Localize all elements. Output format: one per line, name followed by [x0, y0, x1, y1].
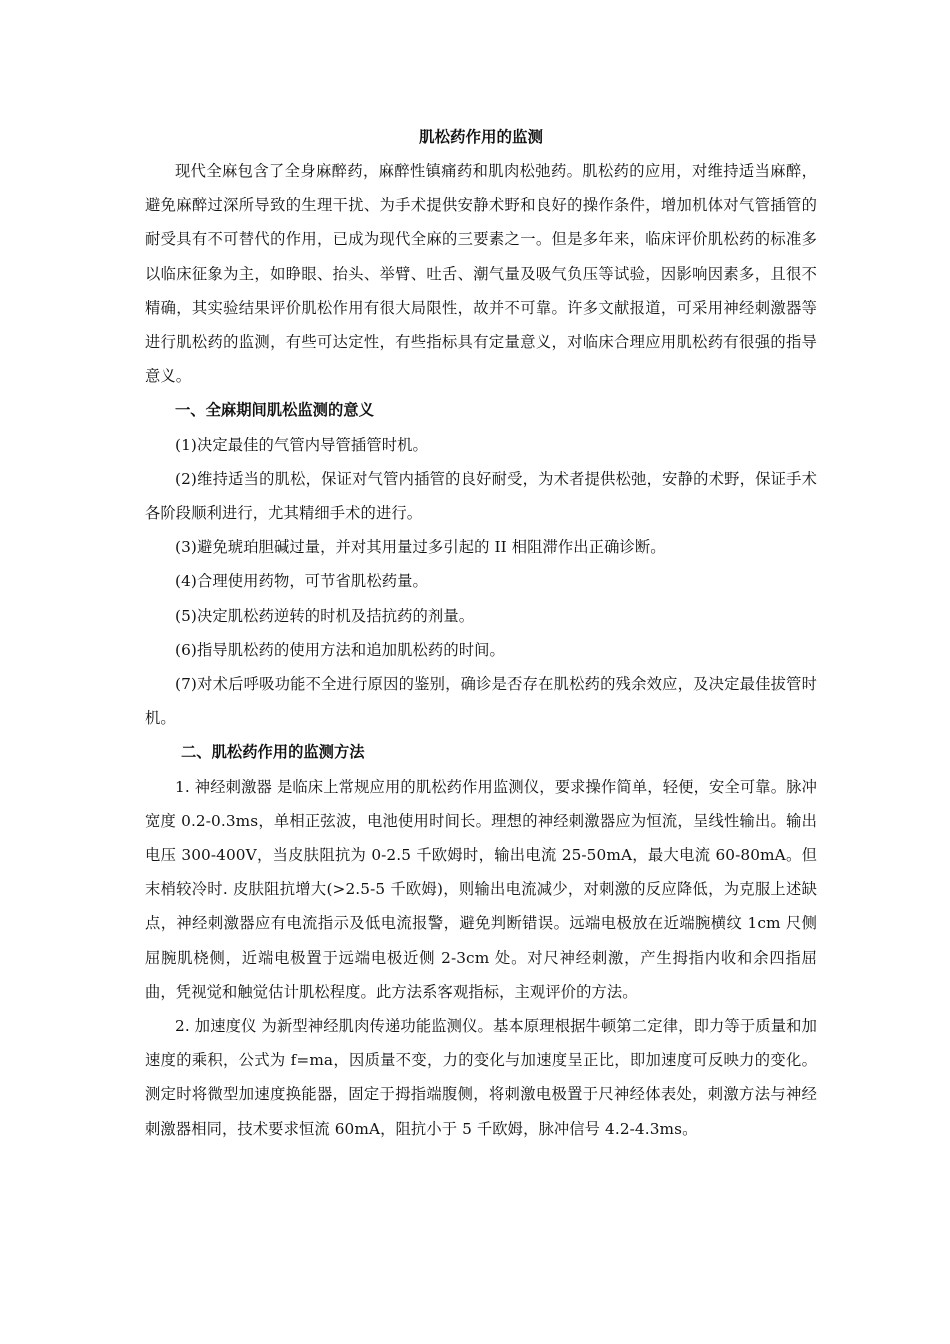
section-1-item: (7)对术后呼吸功能不全进行原因的鉴别，确诊是否存在肌松药的残余效应，及决定最佳拔管时机。 [145, 675, 817, 728]
section-1-item: (1)决定最佳的气管内导管插管时机。 [175, 435, 428, 454]
section-1-heading: 一、全麻期间肌松监测的意义 [175, 401, 374, 420]
section-1-item: (3)避免琥珀胆碱过量，并对其用量过多引起的 II 相阻滞作出正确诊断。 [175, 538, 666, 557]
section-2-item-accelerometer: 2. 加速度仪 为新型神经肌肉传递功能监测仪。基本原理根据牛顿第二定律，即力等于质量和加速度的乘积，公式为 f=ma，因质量不变，力的变化与加速度呈正比，即加速度可反映力的变化。测定时将微型加速度换能器，固定于拇指端腹侧，将刺激电极置于尺神经体表处，刺激方法与神经刺激器相同，技术要求恒流 60mA，阻抗小于 5 千欧姆，脉冲信号 4.2-4.3ms。 [145, 1017, 817, 1138]
section-1-item: (5)决定肌松药逆转的时机及拮抗药的剂量。 [175, 606, 475, 625]
section-1-item: (6)指导肌松药的使用方法和追加肌松药的时间。 [175, 640, 505, 659]
section-2-heading: 二、肌松药作用的监测方法 [181, 743, 365, 762]
section-1-item: (4)合理使用药物，可节省肌松药量。 [175, 572, 428, 591]
intro-paragraph: 现代全麻包含了全身麻醉药，麻醉性镇痛药和肌肉松弛药。肌松药的应用，对维持适当麻醉，避免麻醉过深所导致的生理干扰、为手术提供安静术野和良好的操作条件，增加机体对气管插管的耐受具有不可替代的作用，已成为现代全麻的三要素之一。但是多年来，临床评价肌松药的标准多以临床征象为主，如睁眼、抬头、举臂、吐舌、潮气量及吸气负压等试验，因影响因素多，且很不精确，其实验结果评价肌松作用有很大局限性，故并不可靠。许多文献报道，可采用神经刺激器等进行肌松药的监测，有些可达定性，有些指标具有定量意义，对临床合理应用肌松药有很强的指导意义。 [145, 162, 817, 386]
document-page [145, 120, 817, 1146]
section-2-item-nerve-stimulator: 1. 神经刺激器 是临床上常规应用的肌松药作用监测仪，要求操作简单，轻便，安全可靠。脉冲宽度 0.2-0.3ms，单相正弦波，电池使用时间长。理想的神经刺激器应为恒流，呈线性输出。输出电压 300-400V，当皮肤阻抗为 0-2.5 千欧姆时，输出电流 25-50mA，最大电流 60-80mA。但末梢较冷时. 皮肤阻抗增大(>2.5-5 千欧姆)，则输出电流减少，对刺激的反应降低，为克服上述缺点，神经刺激器应有电流指示及低电流报警，避免判断错误。远端电极放在近端腕横纹 1cm 尺侧屈腕肌桡侧，近端电极置于远端电极近侧 2-3cm 处。对尺神经刺激，产生拇指内收和余四指屈曲，凭视觉和触觉估计肌松程度。此方法系客观指标，主观评价的方法。 [145, 777, 817, 1001]
document-title: 肌松药作用的监测 [418, 128, 543, 146]
section-1-item: (2)维持适当的肌松，保证对气管内插管的良好耐受，为术者提供松弛，安静的术野，保证手术各阶段顺利进行，尤其精细手术的进行。 [145, 469, 817, 523]
